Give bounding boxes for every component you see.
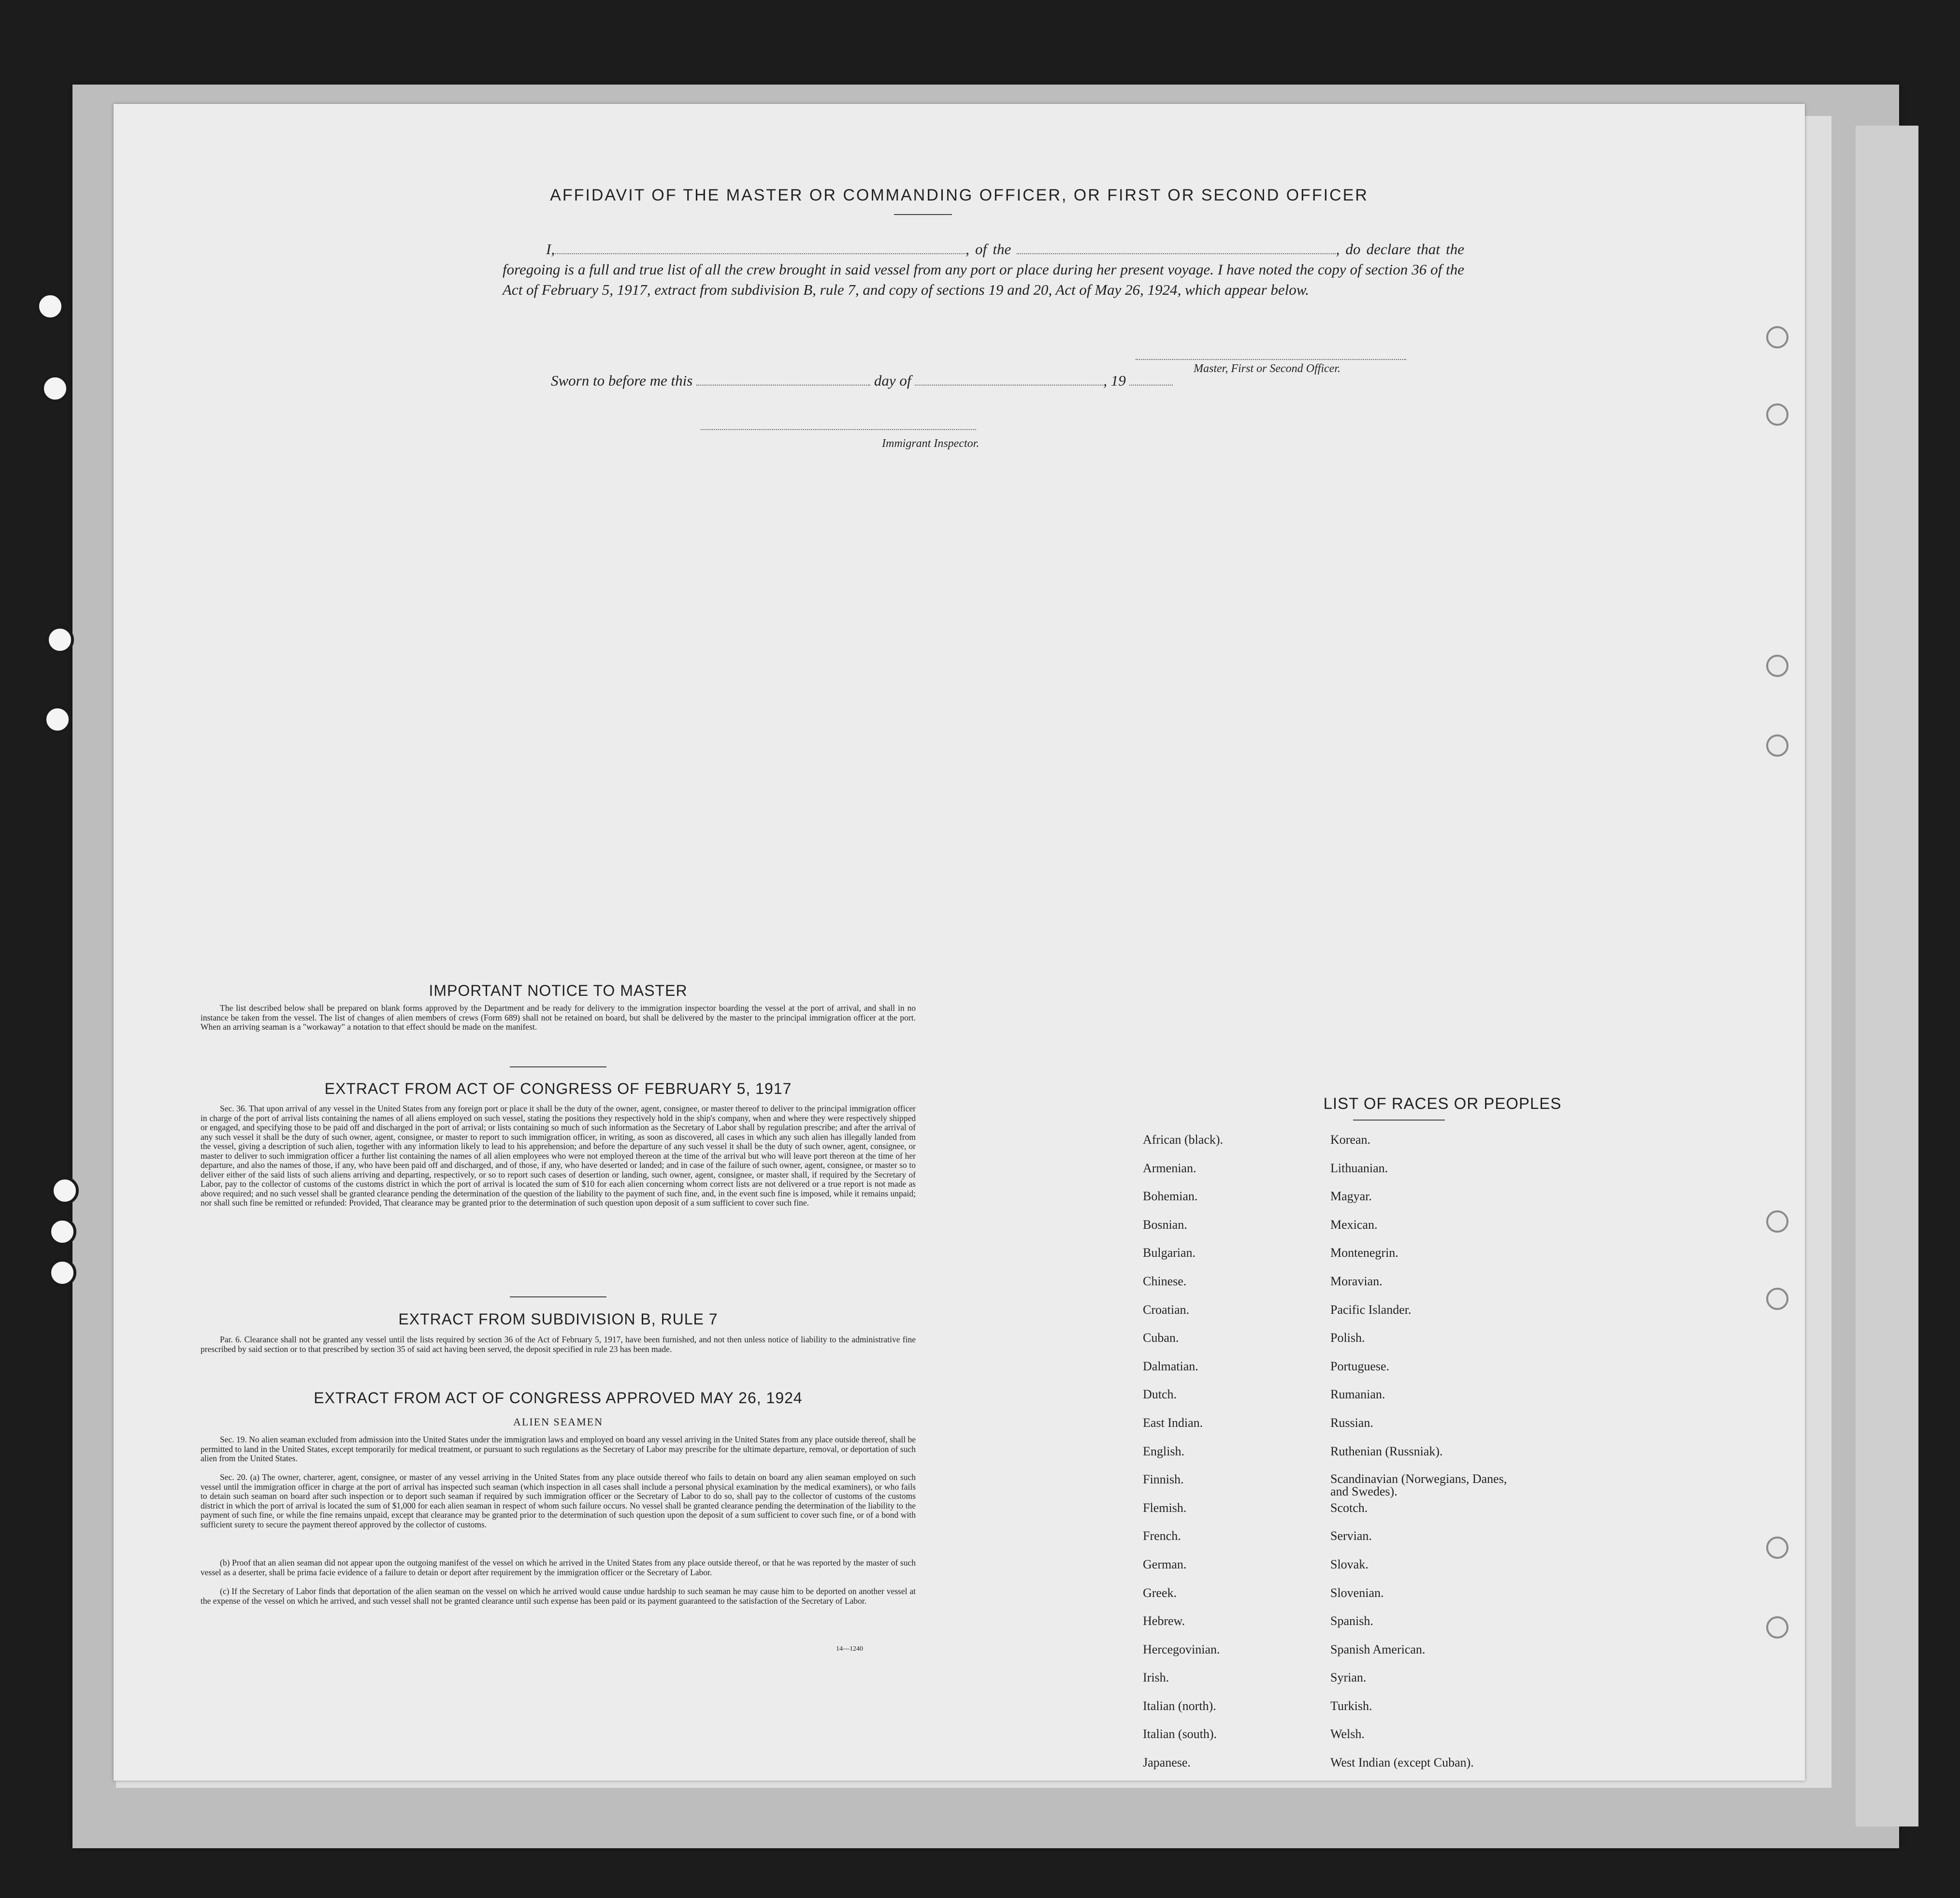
race-item: Greek. [1143, 1585, 1177, 1600]
extract-1917-body: Sec. 36. That upon arrival of any vessel in the United States from any foreign port or place it shall be the duty of the owner, agent, consignee, or master thereof to deliver to the principal immigration officer in charge of the port of arrival lists containing the names of all aliens employed on such vessel, stating the positions they respectively hold in the ship's company, when and where they were respectively shipped or engaged, and specifying those to be paid off and discharged in the port of arrival; or lists containing so much of such information as the Secretary of Labor shall by regulation prescribe; and after the arrival of any such vessel it shall be the duty of such owner, agent, consignee, or master to report to such immigration officer, in writing, as soon as discovered, all cases in which any such alien has illegally landed from the vessel, giving a description of such alien, together with any information likely to lead to his apprehension; and before the departure of any such vessel it shall be the duty of such owner, agent, consignee, or master to deliver to such immigration officer a further list containing the names of all alien employees who were not employed thereon at the time of the arrival but who will leave port thereon at the time of her departure, and also the names of those, if any, who have been paid off and discharged, and of those, if any, who have deserted or landed; and in case of the failure of such owner, agent, consignee, or master so to deliver either of the said lists of such aliens arriving and departing, respectively, or so to report such cases of desertion or landing, such owner, agent, consignee, or master shall, if required by the Secretary of Labor, pay to the collector of customs of the customs district in which the port of arrival is located the sum of $10 for each alien concerning whom correct lists are not delivered or a true report is not made as above required; and no such vessel shall be granted clearance pending the determination of the question of the liability to the payment of such fine, and, in the event such fine is imposed, while it remains unpaid; nor shall such fine be remitted or refunded: Provided, That clearance may be granted prior to the determination of such question upon deposit of a sum sufficient to cover such fine. [201, 1104, 916, 1208]
section-rule [510, 1066, 606, 1067]
race-item: Servian. [1330, 1529, 1372, 1543]
binder-hole [48, 1259, 76, 1287]
notice-heading: IMPORTANT NOTICE TO MASTER [429, 982, 688, 999]
race-item: French. [1143, 1529, 1181, 1543]
binder-hole [36, 292, 64, 320]
race-item: Spanish American. [1330, 1642, 1426, 1656]
punch-hole [1766, 326, 1788, 348]
inspector-signature-line [701, 429, 976, 430]
race-item: Bohemian. [1143, 1189, 1198, 1204]
year-label: , 19 [1103, 372, 1126, 389]
races-left-column [1143, 1133, 1355, 1784]
race-item: Slovenian. [1330, 1585, 1384, 1600]
race-item: Finnish. [1143, 1472, 1184, 1487]
binder-hole [43, 705, 72, 733]
race-item: Dutch. [1143, 1387, 1177, 1402]
punch-hole [1766, 655, 1788, 677]
binder-hole [48, 1218, 76, 1246]
race-item: German. [1143, 1557, 1187, 1571]
punch-hole [1766, 1210, 1788, 1233]
extract-1924-sec20b: (b) Proof that an alien seaman did not appear upon the outgoing manifest of the vessel on which he arrived in the United States from any place outside thereof, or that he was reported by the master of such vessel as a deserter, shall be prima facie evidence of a failure to detain or deport after requirement by the immigration officer or the Secretary of Labor. [201, 1558, 916, 1577]
day-of-label: day of [874, 372, 911, 389]
race-item: Polish. [1330, 1331, 1365, 1345]
race-item: Bosnian. [1143, 1217, 1187, 1232]
extract-1924-sec20c: (c) If the Secretary of Labor finds that deportation of the alien seaman on the vessel on which he arrived would cause undue hardship to such seaman he may cause him to be deported on another vessel at the expense of the vessel on which he arrived, and such vessel shall not be granted clearance until such expense has been paid or its payment guaranteed to the satisfaction of the Secretary of Labor. [201, 1586, 916, 1606]
declaration-paragraph [503, 239, 1464, 300]
of-the-label: , of the [966, 241, 1011, 258]
declaration-text: that the foregoing is a full and true list of all the crew brought in said vessel from any port or place during her present voyage. I have noted the copy of section 36 of the Act of February 5, 1917, extract from subdivision B, rule 7, and copy of sections 19 and 20, Act of May 26, 1924, which appear below. [503, 241, 1464, 298]
race-item: Croatian. [1143, 1302, 1190, 1317]
race-item: Magyar. [1330, 1189, 1372, 1204]
section-rule [510, 1296, 606, 1297]
extract-1917-heading: EXTRACT FROM ACT OF CONGRESS OF FEBRUARY 5, 1917 [324, 1080, 792, 1097]
race-item: English. [1143, 1444, 1184, 1458]
race-item: Turkish. [1330, 1698, 1372, 1713]
title-rule [894, 214, 952, 215]
race-item: Pacific Islander. [1330, 1302, 1412, 1317]
alien-seamen-subheading: ALIEN SEAMEN [513, 1416, 603, 1428]
race-item: Moravian. [1330, 1274, 1383, 1288]
race-item: Irish. [1143, 1670, 1169, 1685]
race-item: Rumanian. [1330, 1387, 1385, 1402]
race-item: Italian (north). [1143, 1698, 1216, 1713]
race-item: Korean. [1330, 1133, 1371, 1147]
name-blank [555, 242, 966, 254]
notice-body: The list described below shall be prepared on blank forms approved by the Department and be ready for delivery to the immigration inspector boarding the vessel at the port of arrival, and shall in no instance be taken from the vessel. The list of changes of alien members of crews (Form 689) shall not be retained on board, but shall be delivered by the master to the principal immigration officer at the port. When an arriving seaman is a "workaway" a notation to that effect should be made on the manifest. [201, 1003, 916, 1032]
race-item: Hercegovinian. [1143, 1642, 1220, 1656]
punch-hole [1766, 1616, 1788, 1639]
race-item: Spanish. [1330, 1614, 1373, 1628]
race-item: Dalmatian. [1143, 1359, 1198, 1373]
races-title-rule [1353, 1120, 1445, 1121]
master-signature-line [1136, 359, 1406, 360]
extract-1924-sec19: Sec. 19. No alien seaman excluded from admission into the United States under the immigration laws and employed on board any vessel arriving in the United States from any place outside thereof, shall be permitted to land in the United States, except temporarily for medical treatment, or pursuant to such regulations as the Secretary of Labor may prescribe for the ultimate departure, removal, or deportation of such alien from the United States. [201, 1435, 916, 1463]
extract-rule7-heading: EXTRACT FROM SUBDIVISION B, RULE 7 [398, 1310, 718, 1328]
race-item: Lithuanian. [1330, 1161, 1388, 1175]
race-item: Bulgarian. [1143, 1246, 1196, 1260]
extract-1924-sec20a: Sec. 20. (a) The owner, charterer, agent, consignee, or master of any vessel arriving in the United States from any place outside thereof who fails to detain on board any alien seaman employed on such vessel until the immigration officer in charge at the port of arrival has inspected such seaman (which inspection in all cases shall include a personal physical examination by the medical examiners), or who fails to detain such seaman on board after such inspection or to deport such seaman if required by such immigration officer or the Secretary of Labor to do so, shall pay to the collector of customs of the customs district in which the port of arrival is located the sum of $1,000 for each alien seaman in respect of whom such failure occurs. No vessel shall be granted clearance pending the determination of the liability to the payment of such fine, or while the fine remains unpaid, except that clearance may be granted prior to the determination of such question upon the deposit of a sum sufficient to cover such fine, or of a bond with sufficient surety to secure the payment thereof approved by the collector of customs. [201, 1472, 916, 1529]
race-item: Russian. [1330, 1415, 1373, 1430]
affidavit-title: AFFIDAVIT OF THE MASTER OR COMMANDING OFFICER, OR FIRST OR SECOND OFFICER [550, 186, 1369, 204]
race-item: Italian (south). [1143, 1727, 1217, 1741]
race-item: Japanese. [1143, 1755, 1191, 1770]
race-item: Scotch. [1330, 1500, 1368, 1515]
document-page [114, 104, 1805, 1781]
month-blank [915, 373, 1103, 386]
punch-hole [1766, 1537, 1788, 1559]
punch-hole [1766, 1288, 1788, 1310]
race-item: Montenegrin. [1330, 1246, 1398, 1260]
do-declare-label: , do declare [1336, 241, 1411, 258]
races-title: LIST OF RACES OR PEOPLES [1323, 1094, 1562, 1112]
vessel-blank [1017, 242, 1336, 254]
races-right-column [1330, 1133, 1543, 1784]
sworn-line [551, 372, 1173, 389]
inspector-caption: Immigrant Inspector. [882, 437, 980, 450]
race-item: Scandinavian (Norwegians, Danes, and Swedes). [1330, 1472, 1507, 1499]
race-item: Ruthenian (Russniak). [1330, 1444, 1443, 1458]
race-item: Syrian. [1330, 1670, 1367, 1685]
punch-hole [1766, 403, 1788, 426]
sworn-prefix: Sworn to before me this [551, 372, 693, 389]
race-item: Armenian. [1143, 1161, 1196, 1175]
race-item: Slovak. [1330, 1557, 1369, 1571]
race-item: Mexican. [1330, 1217, 1378, 1232]
race-item: Hebrew. [1143, 1614, 1185, 1628]
day-blank [696, 373, 870, 386]
binder-hole [46, 626, 74, 654]
race-item: Chinese. [1143, 1274, 1187, 1288]
extract-1924-heading: EXTRACT FROM ACT OF CONGRESS APPROVED MAY 26, 1924 [314, 1389, 803, 1407]
race-item: Cuban. [1143, 1331, 1179, 1345]
form-number: 14—1240 [836, 1645, 863, 1653]
race-item: Flemish. [1143, 1500, 1187, 1515]
binder-hole [51, 1177, 79, 1205]
race-item: East Indian. [1143, 1415, 1203, 1430]
punch-hole [1766, 734, 1788, 757]
master-signature-caption: Master, First or Second Officer. [1194, 362, 1340, 375]
race-item: Portuguese. [1330, 1359, 1390, 1373]
race-item: West Indian (except Cuban). [1330, 1755, 1474, 1770]
race-item: Welsh. [1330, 1727, 1365, 1741]
year-blank [1129, 373, 1173, 386]
race-item: African (black). [1143, 1133, 1224, 1147]
i-label: I, [546, 241, 555, 258]
extract-rule7-body: Par. 6. Clearance shall not be granted any vessel until the lists required by section 36 of the Act of February 5, 1917, have been furnished, and not then unless notice of liability to the administrative fine prescribed by said section or to that prescribed by section 35 of said act having been served, the deposit specified in rule 23 has been made. [201, 1335, 916, 1354]
binder-hole [41, 374, 69, 403]
page-edge-strip [1856, 126, 1918, 1826]
